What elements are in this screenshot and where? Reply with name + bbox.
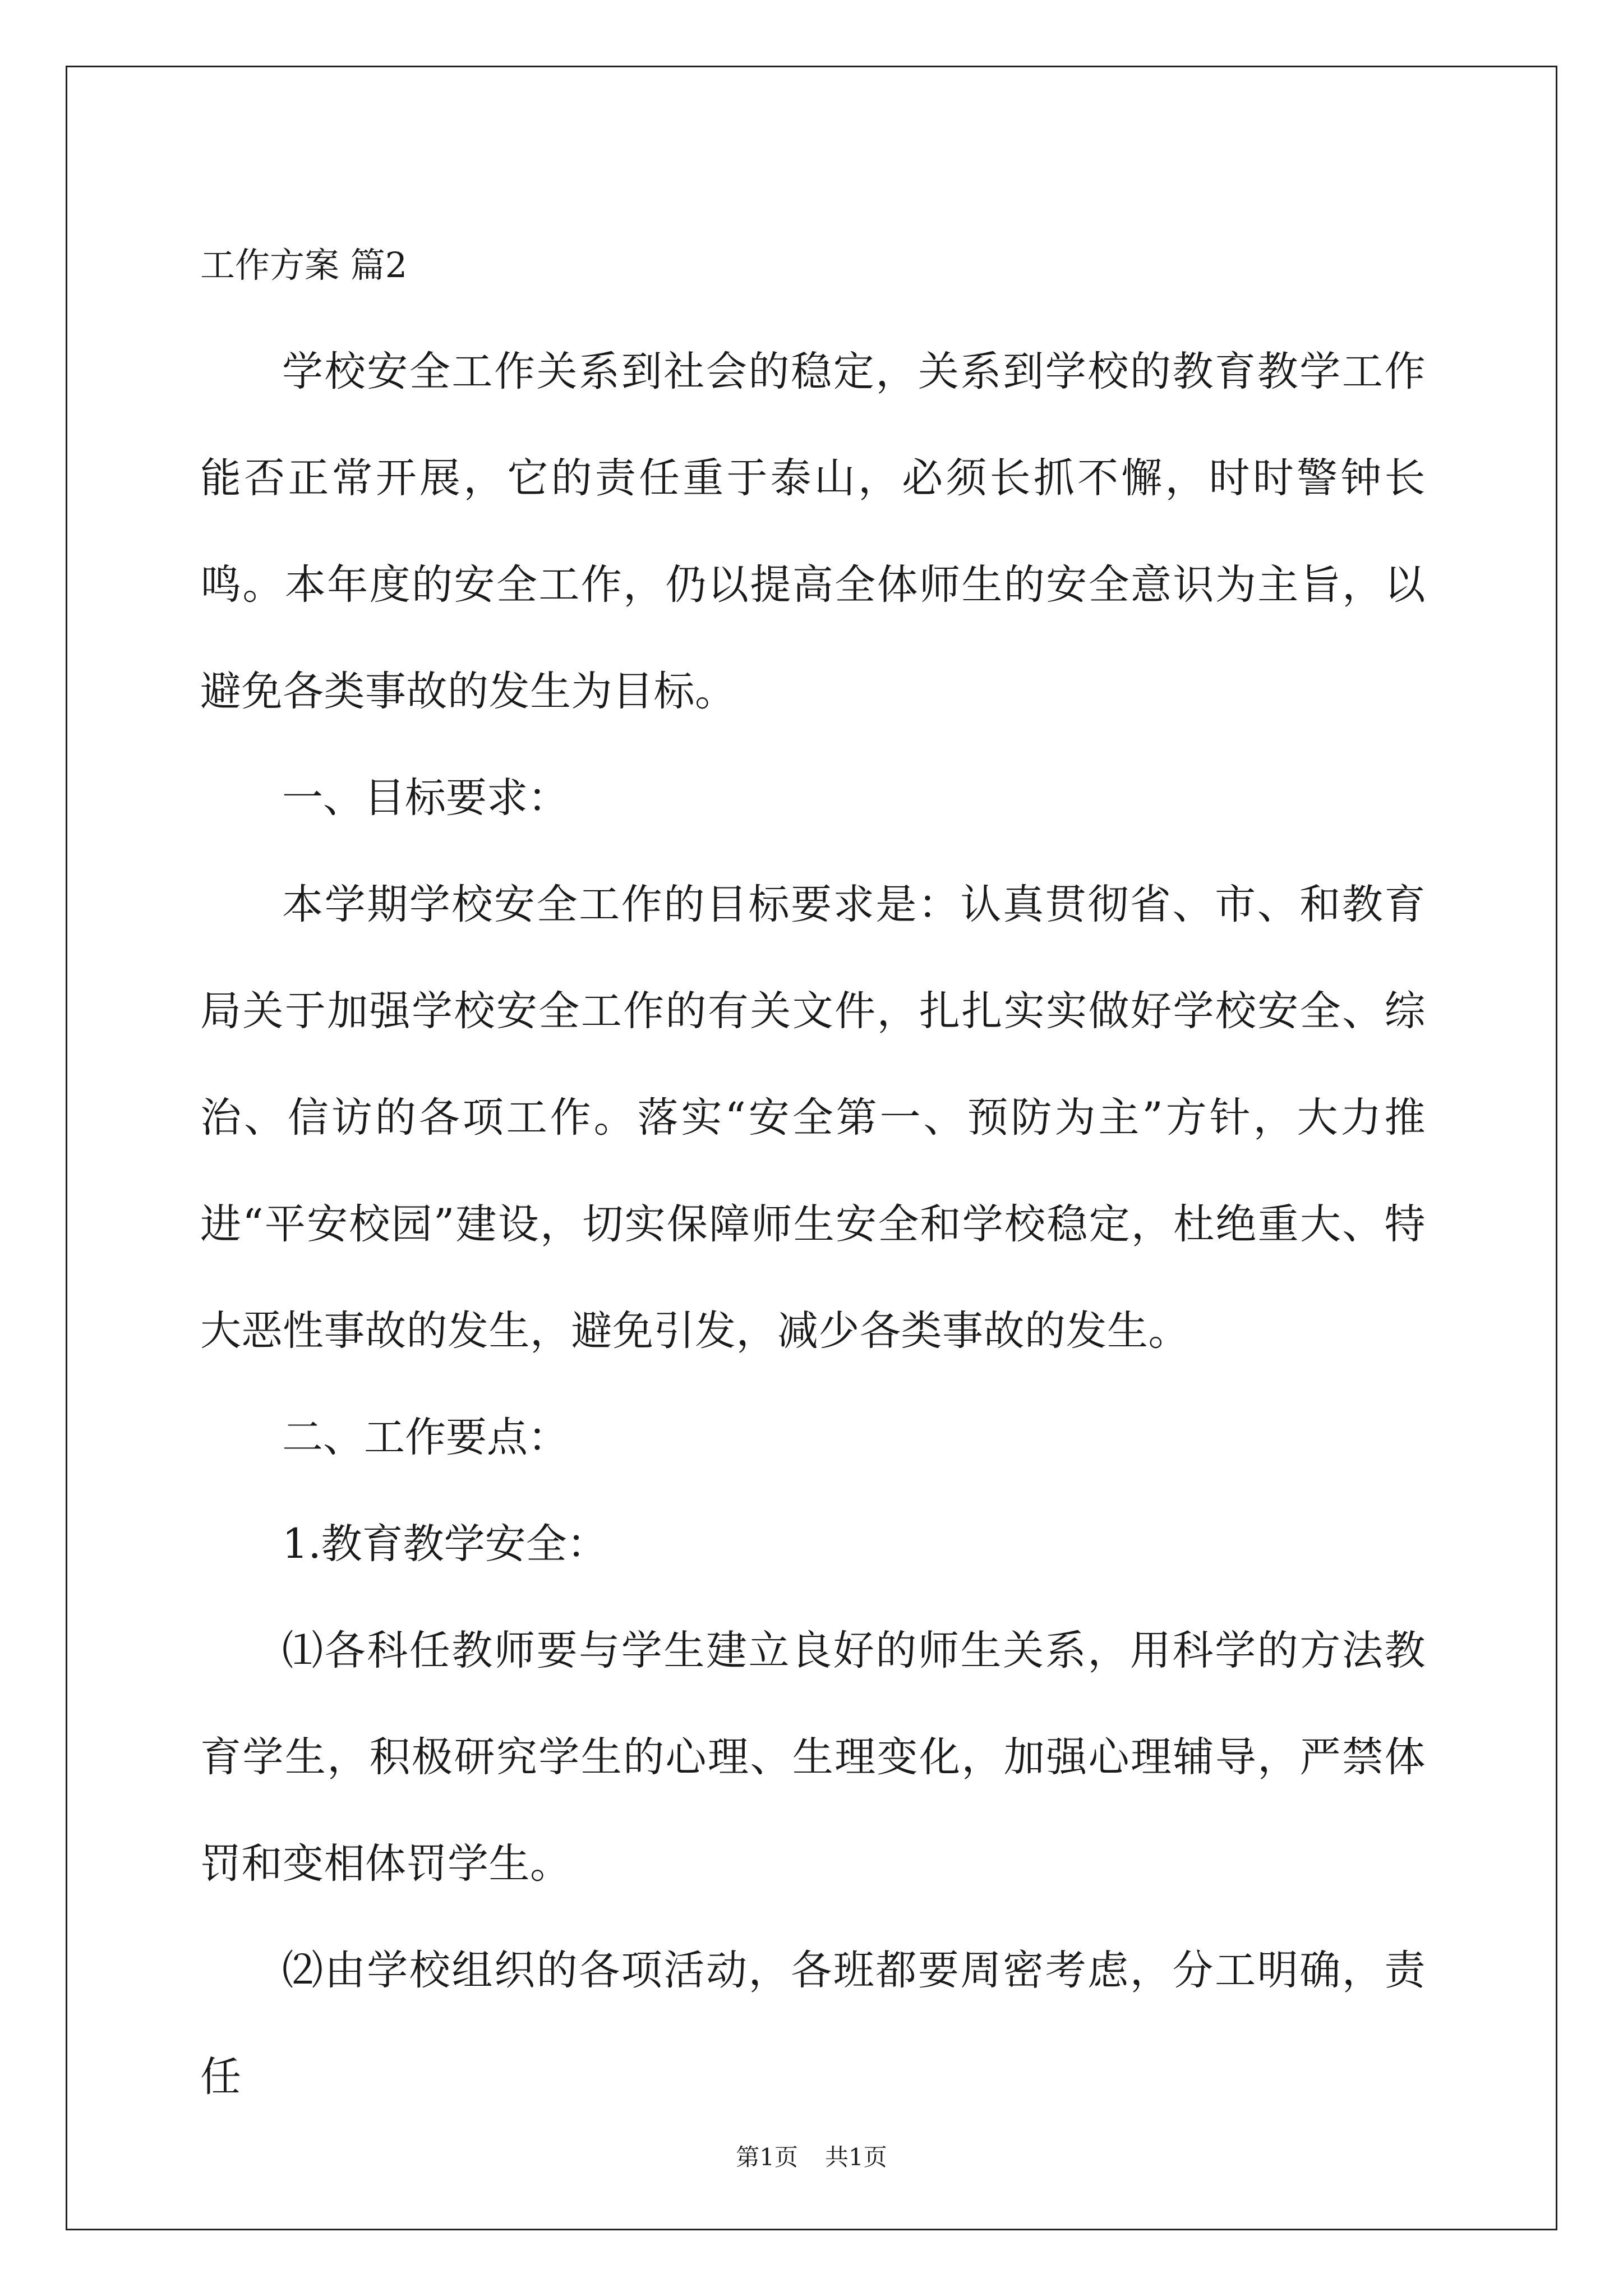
page-number-current: 第1页 <box>736 2143 798 2171</box>
subsection-heading-teaching-safety: 1.教育教学安全： <box>282 1520 608 1568</box>
paragraph-goals: 本学期学校安全工作的目标要求是：认真贯彻省、市、和教育局关于加强学校安全工作的有关文件，扎扎实实做好学校安全、综治、信访的各项工作。落实“安全第一、预防为主”方针，大力推进“平安校园”建设，切实保障师生安全和学校稳定，杜绝重大、特大恶性事故的发生，避免引发，减少各类事故的发生。 <box>200 881 1426 1355</box>
paragraph-item-1: ⑴各科任教师要与学生建立良好的师生关系，用科学的方法教育学生，积极研究学生的心理、生理变化，加强心理辅导，严禁体罚和变相体罚学生。 <box>200 1627 1426 1888</box>
section-heading-goals: 一、目标要求： <box>282 774 569 822</box>
document-heading: 工作方案 篇2 <box>200 245 408 286</box>
paragraph-intro: 学校安全工作关系到社会的稳定，关系到学校的教育教学工作能否正常开展，它的责任重于泰山，必须长抓不懈，时时警钟长鸣。本年度的安全工作，仍以提高全体师生的安全意识为主旨，以避免各类事故的发生为目标。 <box>200 348 1426 715</box>
page-number-total: 共1页 <box>825 2143 887 2171</box>
paragraph-item-2: ⑵由学校组织的各项活动，各班都要周密考虑，分工明确，责任 <box>200 1947 1426 2101</box>
section-heading-key-points: 二、工作要点： <box>282 1414 569 1461</box>
document-body <box>200 212 1426 2131</box>
page-footer <box>0 2141 1623 2174</box>
